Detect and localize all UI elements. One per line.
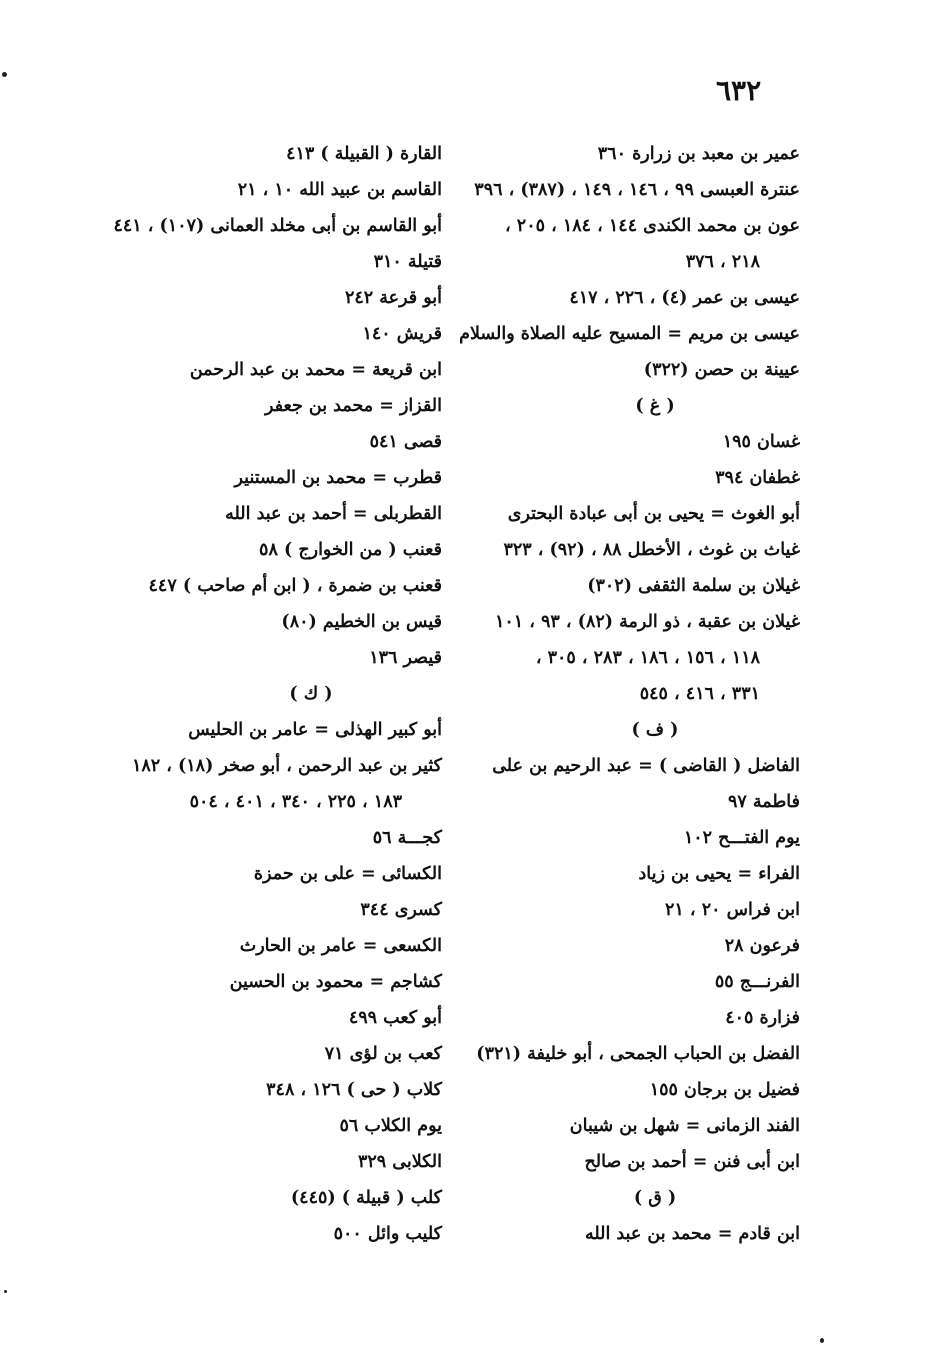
index-entry: فزارة ٤٠٥ (725, 1008, 800, 1028)
index-entry: عيينة بن حصن (٣٢٢) (643, 360, 800, 380)
index-entry: القزاز = محمد بن جعفر (265, 396, 442, 416)
index-entry: أبو القاسم بن أبى مخلد العمانى (١٠٧) ، ٤٤١ (113, 216, 442, 236)
index-column-left (113, 136, 442, 1252)
index-entry: كلاب ( حى ) ١٢٦ ، ٣٤٨ (266, 1080, 442, 1100)
index-entry: قيصر ١٣٦ (369, 648, 442, 668)
index-entry: قريش ١٤٠ (362, 324, 442, 344)
index-entry-continuation: ١٨٣ ، ٢٢٥ ، ٣٤٠ ، ٤٠١ ، ٥٠٤ (189, 792, 402, 812)
section-letter-heading: ( ك ) (289, 684, 333, 704)
index-entry: كشاجم = محمود بن الحسين (229, 972, 442, 992)
index-entry-continuation: ٣٣١ ، ٤١٦ ، ٥٤٥ (639, 684, 760, 704)
index-entry: فضيل بن برجان ١٥٥ (649, 1080, 800, 1100)
index-entry: القارة ( القبيلة ) ٤١٣ (286, 144, 442, 164)
index-column-right (459, 136, 800, 1252)
index-entry: فاطمة ٩٧ (727, 792, 800, 812)
index-entry: غطفان ٣٩٤ (715, 468, 800, 488)
index-entry-continuation: ٢١٨ ، ٣٧٦ (685, 252, 760, 272)
page-number: ٦٣٢ (716, 74, 762, 107)
index-entry: الفضل بن الحباب الجمحى ، أبو خليفة (٣٢١) (476, 1044, 800, 1064)
index-entry: ابن فراس ٢٠ ، ٢١ (665, 900, 800, 920)
index-entry: يوم الكلاب ٥٦ (339, 1116, 442, 1136)
section-letter-heading: ( ف ) (631, 720, 679, 740)
index-entry: ابن أبى فنن = أحمد بن صالح (584, 1152, 800, 1172)
index-entry: عنترة العبسى ٩٩ ، ١٤٦ ، ١٤٩ ، (٣٨٧) ، ٣٩٦ (474, 180, 800, 200)
index-entry: قطرب = محمد بن المستنير (234, 468, 442, 488)
scan-speck (4, 1290, 7, 1293)
index-entry: كعب بن لؤى ٧١ (324, 1044, 442, 1064)
index-entry: يوم الفتـــح ١٠٢ (683, 828, 800, 848)
index-entry: فرعون ٢٨ (724, 936, 800, 956)
section-letter-heading: ( ق ) (633, 1188, 677, 1208)
index-entry: غسان ١٩٥ (722, 432, 800, 452)
index-entry: الفرنـــج ٥٥ (714, 972, 800, 992)
index-entry: كجـــة ٥٦ (372, 828, 442, 848)
index-entry: الفند الزمانى = شهل بن شيبان (569, 1116, 800, 1136)
scan-speck (2, 72, 7, 77)
index-entry: أبو قرعة ٢٤٢ (344, 288, 442, 308)
index-entry: قصى ٥٤١ (369, 432, 442, 452)
index-entry: القطربلى = أحمد بن عبد الله (225, 504, 442, 524)
index-entry: عون بن محمد الكندى ١٤٤ ، ١٨٤ ، ٢٠٥ ، (505, 216, 800, 236)
index-entry: الكسائى = على بن حمزة (253, 864, 442, 884)
index-entry: عمير بن معبد بن زرارة ٣٦٠ (597, 144, 800, 164)
index-entry: كلب ( قبيلة ) (٤٤٥) (290, 1188, 442, 1208)
index-entry: غياث بن غوث ، الأخطل ٨٨ ، (٩٢) ، ٣٢٣ (503, 540, 800, 560)
index-entry: قعنب ( من الخوارج ) ٥٨ (259, 540, 442, 560)
index-entry: غيلان بن سلمة الثقفى (٣٠٢) (587, 576, 800, 596)
index-entry: الكسعى = عامر بن الحارث (239, 936, 442, 956)
index-entry: أبو الغوث = يحيى بن أبى عبادة البحترى (507, 504, 800, 524)
index-entry-continuation: ١١٨ ، ١٥٦ ، ١٨٦ ، ٢٨٣ ، ٣٠٥ ، (535, 648, 760, 668)
index-entry: كثير بن عبد الرحمن ، أبو صخر (١٨) ، ١٨٢ (131, 756, 442, 776)
index-entry: كليب وائل ٥٠٠ (333, 1224, 442, 1244)
index-entry: ابن قريعة = محمد بن عبد الرحمن (189, 360, 442, 380)
index-entry: القاسم بن عبيد الله ١٠ ، ٢١ (237, 180, 442, 200)
index-entry: أبو كعب ٤٩٩ (348, 1008, 442, 1028)
index-entry: أبو كبير الهذلى = عامر بن الحليس (188, 720, 442, 740)
index-entry: قيس بن الخطيم (٨٠) (281, 612, 442, 632)
index-entry: الفاضل ( القاضى ) = عبد الرحيم بن على (492, 756, 800, 776)
index-entry: قعنب بن ضمرة ، ( ابن أم صاحب ) ٤٤٧ (148, 576, 442, 596)
index-entry: الكلابى ٣٢٩ (357, 1152, 442, 1172)
scan-speck (820, 1338, 824, 1343)
index-entry: كسرى ٣٤٤ (360, 900, 442, 920)
index-entry: ابن قادم = محمد بن عبد الله (584, 1224, 800, 1244)
index-entry: غيلان بن عقبة ، ذو الرمة (٨٢) ، ٩٣ ، ١٠١ (494, 612, 800, 632)
index-entry: عيسى بن عمر (٤) ، ٢٢٦ ، ٤١٧ (569, 288, 800, 308)
index-entry: عيسى بن مريم = المسيح عليه الصلاة والسلام (459, 324, 800, 344)
index-entry: قتيلة ٣١٠ (373, 252, 442, 272)
index-entry: الفراء = يحيى بن زياد (638, 864, 800, 884)
section-letter-heading: ( غ ) (635, 396, 675, 416)
